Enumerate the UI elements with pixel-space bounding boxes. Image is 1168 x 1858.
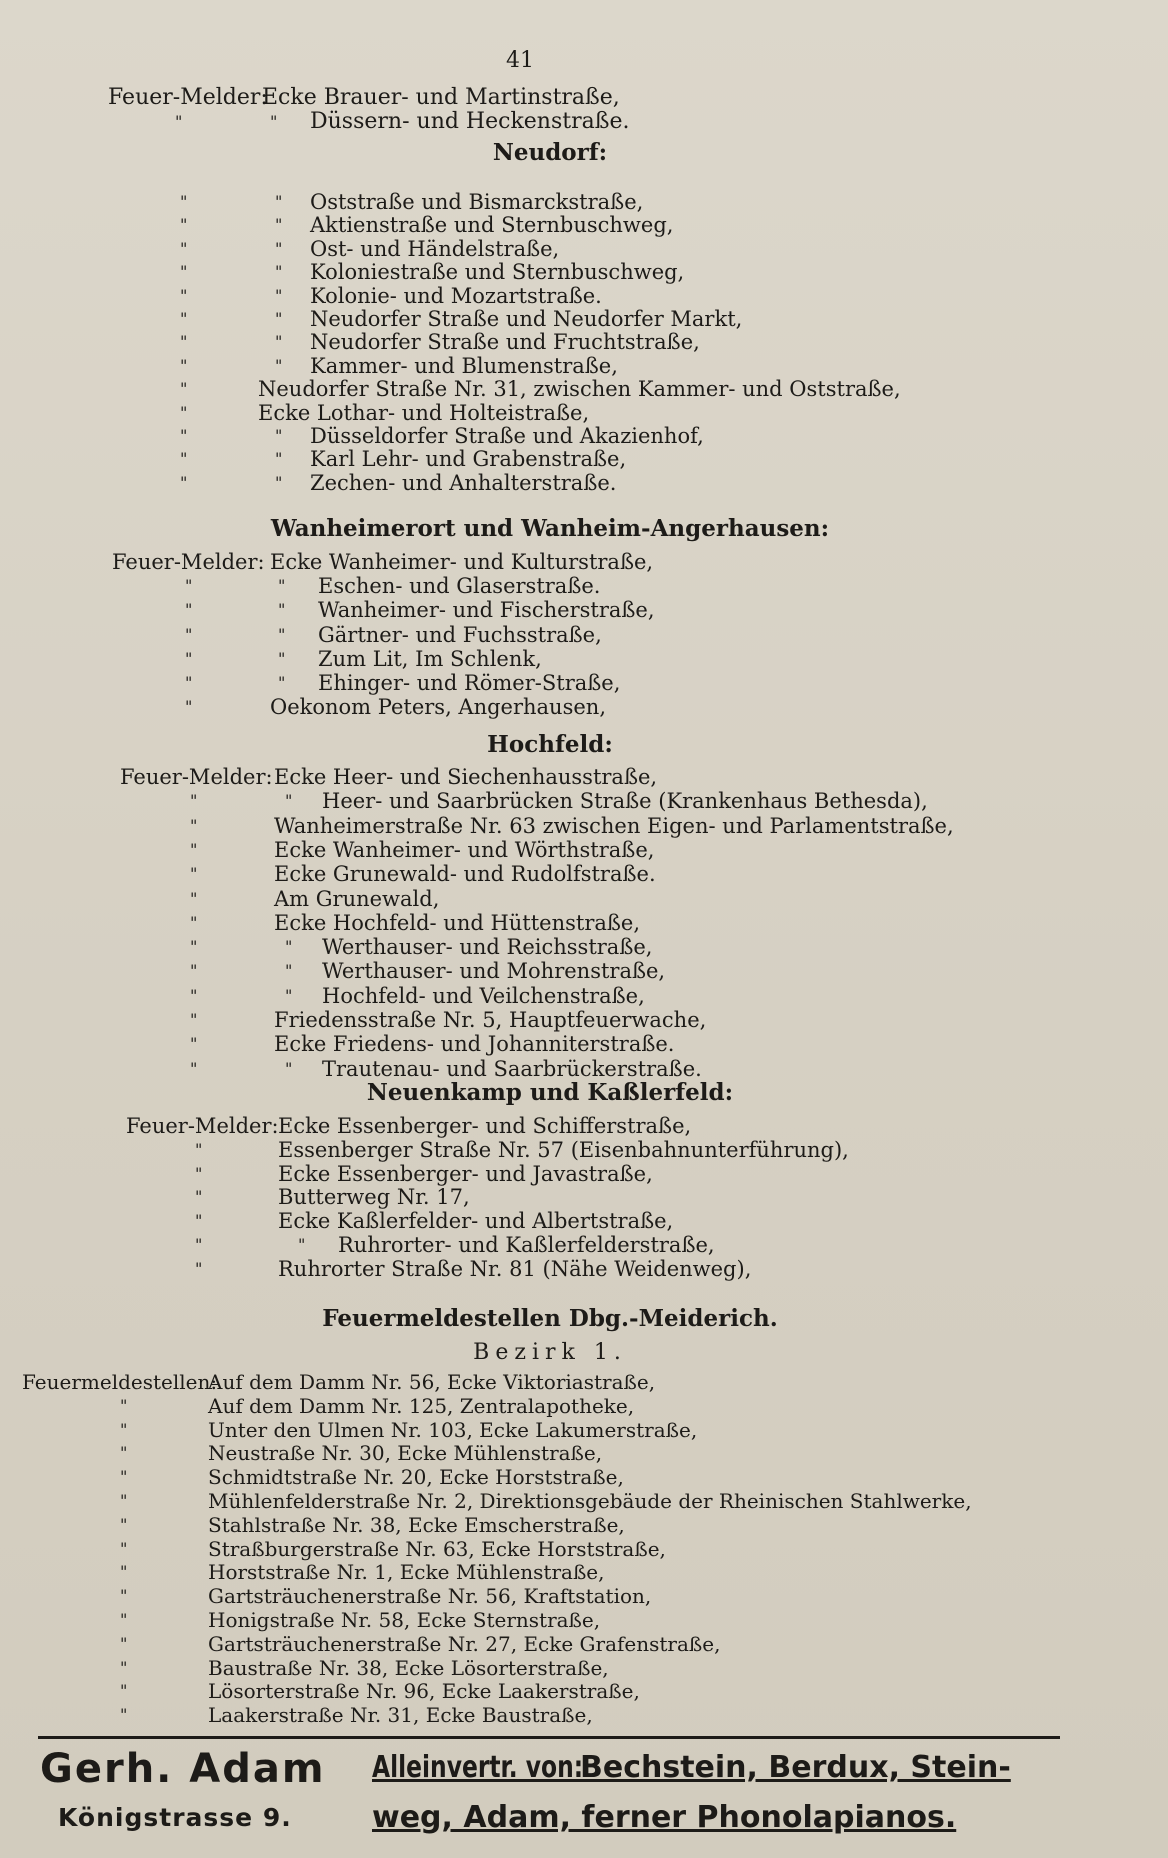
list-item bbox=[0, 984, 1168, 1008]
list-item bbox=[0, 213, 1168, 237]
section-subheading: Bezirk 1. bbox=[473, 1340, 627, 1365]
ditto-mark: " bbox=[120, 1633, 128, 1653]
ditto-mark: " bbox=[180, 192, 188, 211]
ditto-mark: " bbox=[120, 1705, 128, 1725]
entry-text: Lösorterstraße Nr. 96, Ecke Laakerstraße, bbox=[208, 1679, 640, 1704]
entry-text: Ecke Hochfeld- und Hüttenstraße, bbox=[274, 910, 641, 935]
ditto-mark: " bbox=[195, 1235, 203, 1254]
entry-text: Ecke Wanheimer- und Wörthstraße, bbox=[274, 837, 655, 862]
list-item bbox=[0, 935, 1168, 959]
list-item bbox=[0, 284, 1168, 308]
entry-text: Mühlenfelderstraße Nr. 2, Direktionsgebäude der Rheinischen Stahlwerke, bbox=[208, 1489, 972, 1513]
entry-text: Karl Lehr- und Grabenstraße, bbox=[310, 447, 627, 472]
ditto-mark: " bbox=[120, 1562, 128, 1582]
list-item bbox=[0, 1257, 1168, 1281]
entry-text: Wanheimerstraße Nr. 63 zwischen Eigen- und Parlamentstraße, bbox=[274, 813, 954, 838]
ditto-mark: " bbox=[195, 1187, 203, 1207]
ditto-mark: " bbox=[285, 1058, 293, 1078]
list-item bbox=[0, 401, 1168, 425]
list-item bbox=[0, 1057, 1168, 1081]
entry-text: Horststraße Nr. 1, Ecke Mühlenstraße, bbox=[208, 1560, 605, 1585]
list-item bbox=[0, 574, 1168, 598]
list-item bbox=[0, 190, 1168, 214]
ditto-mark: " bbox=[278, 624, 286, 644]
ditto-mark: " bbox=[120, 1395, 128, 1415]
ditto-mark: " bbox=[195, 1258, 203, 1278]
ditto-mark: " bbox=[285, 937, 293, 957]
ad-address: Königstrasse 9. bbox=[58, 1803, 292, 1832]
list-item bbox=[0, 695, 1168, 719]
entry-text: Kammer- und Blumenstraße, bbox=[310, 353, 618, 378]
entry-text: Unter den Ulmen Nr. 103, Ecke Lakumerstraße, bbox=[208, 1417, 698, 1442]
list-item bbox=[0, 1032, 1168, 1056]
ditto-mark: " bbox=[185, 576, 193, 596]
list-item bbox=[0, 598, 1168, 622]
list-item bbox=[0, 862, 1168, 886]
entry-text: Friedensstraße Nr. 5, Hauptfeuerwache, bbox=[274, 1008, 707, 1032]
ditto-mark: " bbox=[120, 1657, 128, 1677]
list-item bbox=[0, 1185, 1168, 1209]
list-item bbox=[0, 330, 1168, 354]
entry-text: Auf dem Damm Nr. 56, Ecke Viktoriastraße, bbox=[208, 1370, 656, 1394]
entry-text: Koloniestraße und Sternbuschweg, bbox=[310, 260, 685, 285]
ditto-mark: " bbox=[175, 112, 183, 131]
ditto-mark: " bbox=[120, 1419, 128, 1439]
entry-text: Straßburgerstraße Nr. 63, Ecke Horststraße, bbox=[208, 1536, 666, 1561]
ad-brands-line1: Bechstein, Berdux, Stein- bbox=[580, 1750, 1011, 1785]
ditto-mark: " bbox=[180, 238, 188, 258]
ditto-mark: " bbox=[275, 449, 283, 469]
list-item bbox=[0, 1703, 1168, 1727]
entry-text: Ehinger- und Römer-Straße, bbox=[318, 671, 621, 695]
ditto-mark: " bbox=[180, 426, 188, 445]
ditto-mark: " bbox=[195, 1211, 203, 1231]
entry-text: Aktienstraße und Sternbuschweg, bbox=[310, 213, 674, 238]
list-item bbox=[0, 237, 1168, 261]
ditto-mark: " bbox=[275, 355, 283, 375]
ditto-mark: " bbox=[278, 576, 286, 596]
ditto-mark: " bbox=[275, 426, 283, 445]
entry-text: Schmidtstraße Nr. 20, Ecke Horststraße, bbox=[208, 1465, 624, 1490]
ditto-mark: " bbox=[180, 332, 188, 352]
list-item bbox=[0, 110, 1168, 134]
list-item bbox=[0, 260, 1168, 284]
ditto-mark: " bbox=[190, 1058, 198, 1078]
entry-text: Auf dem Damm Nr. 125, Zentralapotheke, bbox=[208, 1393, 635, 1418]
entry-text: Ecke Brauer- und Martinstraße, bbox=[262, 85, 620, 110]
ditto-mark: " bbox=[185, 697, 193, 717]
entry-text: Ecke Kaßlerfelder- und Albertstraße, bbox=[278, 1209, 674, 1234]
list-item bbox=[0, 86, 1168, 110]
ditto-mark: " bbox=[190, 815, 198, 835]
ditto-mark: " bbox=[120, 1467, 128, 1487]
list-item bbox=[0, 1138, 1168, 1162]
list-item bbox=[0, 838, 1168, 862]
list-item bbox=[0, 1584, 1168, 1608]
ditto-mark: " bbox=[180, 449, 188, 469]
ditto-mark: " bbox=[190, 961, 198, 981]
ditto-mark: " bbox=[275, 192, 283, 211]
entry-text: Ruhrorter Straße Nr. 81 (Nähe Weidenweg), bbox=[278, 1256, 752, 1281]
entry-text: Düsseldorfer Straße und Akazienhof, bbox=[310, 424, 704, 448]
section-heading: Neudorf: bbox=[492, 139, 608, 166]
entry-text: Wanheimer- und Fischerstraße, bbox=[318, 598, 655, 623]
list-item bbox=[0, 354, 1168, 378]
list-item bbox=[0, 307, 1168, 331]
ditto-mark: " bbox=[120, 1491, 128, 1510]
ditto-mark: " bbox=[275, 472, 283, 492]
entry-text: Gartsträuchenerstraße Nr. 56, Kraftstation, bbox=[208, 1584, 652, 1609]
list-item bbox=[0, 887, 1168, 911]
ditto-mark: " bbox=[185, 600, 193, 620]
entry-text: Heer- und Saarbrücken Straße (Krankenhaus Bethesda), bbox=[322, 789, 928, 814]
list-item bbox=[0, 424, 1168, 448]
list-item bbox=[0, 1608, 1168, 1632]
ditto-mark: " bbox=[285, 985, 293, 1005]
list-item bbox=[0, 1441, 1168, 1465]
list-item bbox=[0, 377, 1168, 401]
list-item bbox=[0, 1370, 1168, 1394]
ditto-mark: " bbox=[285, 791, 293, 811]
list-item bbox=[0, 911, 1168, 935]
ditto-mark: " bbox=[298, 1235, 306, 1254]
list-item bbox=[0, 814, 1168, 838]
list-item bbox=[0, 671, 1168, 695]
list-item bbox=[0, 1008, 1168, 1032]
ditto-mark: " bbox=[275, 285, 283, 305]
entry-text: Neudorfer Straße und Neudorfer Markt, bbox=[310, 307, 743, 331]
ditto-mark: " bbox=[190, 791, 198, 811]
list-item bbox=[0, 1632, 1168, 1656]
ditto-mark: " bbox=[180, 402, 188, 422]
entry-text: Ecke Wanheimer- und Kulturstraße, bbox=[270, 550, 654, 574]
ditto-mark: " bbox=[190, 937, 198, 957]
ad-prefix: Alleinvertr. von: bbox=[372, 1750, 584, 1785]
list-item bbox=[0, 765, 1168, 789]
ditto-mark: " bbox=[275, 332, 283, 352]
entry-text: Neudorfer Straße und Fruchtstraße, bbox=[310, 330, 700, 355]
ditto-mark: " bbox=[275, 238, 283, 258]
ditto-mark: " bbox=[190, 912, 198, 932]
list-item bbox=[0, 1394, 1168, 1418]
ditto-mark: " bbox=[278, 648, 286, 668]
list-item bbox=[0, 550, 1168, 574]
entry-text: Neustraße Nr. 30, Ecke Mühlenstraße, bbox=[208, 1441, 603, 1466]
ad-top-rule bbox=[38, 1736, 1060, 1739]
entry-label: Feuer-Melder: bbox=[120, 765, 273, 789]
entry-text: Ecke Friedens- und Johanniterstraße. bbox=[274, 1032, 675, 1057]
entry-text: Werthauser- und Mohrenstraße, bbox=[322, 959, 666, 984]
entry-text: Oekonom Peters, Angerhausen, bbox=[270, 695, 606, 720]
ditto-mark: " bbox=[190, 888, 198, 908]
entry-text: Baustraße Nr. 38, Ecke Lösorterstraße, bbox=[208, 1655, 609, 1680]
ditto-mark: " bbox=[185, 624, 193, 644]
ditto-mark: " bbox=[275, 262, 283, 282]
ditto-mark: " bbox=[120, 1681, 128, 1701]
entry-label: Feuer-Melder: bbox=[108, 85, 268, 110]
list-item bbox=[0, 1537, 1168, 1561]
entry-text: Ecke Heer- und Siechenhausstraße, bbox=[274, 765, 658, 789]
entry-text: Ecke Grunewald- und Rudolfstraße. bbox=[274, 862, 656, 887]
list-item bbox=[0, 623, 1168, 647]
list-item bbox=[0, 471, 1168, 495]
list-item bbox=[0, 1656, 1168, 1680]
ditto-mark: " bbox=[270, 112, 278, 131]
entry-text: Stahlstraße Nr. 38, Ecke Emscherstraße, bbox=[208, 1512, 625, 1537]
list-item bbox=[0, 447, 1168, 471]
entry-text: Kolonie- und Mozartstraße. bbox=[310, 283, 602, 308]
ditto-mark: " bbox=[120, 1586, 128, 1606]
ditto-mark: " bbox=[195, 1163, 203, 1183]
list-item bbox=[0, 1114, 1168, 1138]
ditto-mark: " bbox=[120, 1610, 128, 1629]
page-number: 41 bbox=[506, 48, 534, 73]
ditto-mark: " bbox=[275, 309, 283, 328]
entry-text: Ecke Essenberger- und Javastraße, bbox=[278, 1161, 653, 1186]
section-heading: Wanheimerort und Wanheim-Angerhausen: bbox=[270, 515, 830, 542]
entry-text: Zum Lit, Im Schlenk, bbox=[318, 646, 542, 671]
ad-company-name: Gerh. Adam bbox=[40, 1746, 326, 1792]
entry-text: Düssern- und Heckenstraße. bbox=[310, 109, 630, 134]
ditto-mark: " bbox=[190, 1034, 198, 1054]
ditto-mark: " bbox=[180, 285, 188, 305]
entry-text: Trautenau- und Saarbrückerstraße. bbox=[322, 1056, 702, 1081]
entry-text: Zechen- und Anhalterstraße. bbox=[310, 470, 617, 495]
entry-text: Ecke Essenberger- und Schifferstraße, bbox=[278, 1114, 692, 1138]
entry-text: Laakerstraße Nr. 31, Ecke Baustraße, bbox=[208, 1703, 593, 1728]
list-item bbox=[0, 1162, 1168, 1186]
list-item bbox=[0, 1513, 1168, 1537]
entry-label: Feuer-Melder: bbox=[112, 550, 265, 574]
list-item bbox=[0, 1209, 1168, 1233]
list-item bbox=[0, 959, 1168, 983]
ditto-mark: " bbox=[120, 1538, 128, 1558]
ditto-mark: " bbox=[180, 379, 188, 399]
list-item bbox=[0, 1465, 1168, 1489]
ad-brands-line2: weg, Adam, ferner Phonolapianos. bbox=[372, 1800, 957, 1835]
ditto-mark: " bbox=[180, 215, 188, 235]
entry-text: Eschen- und Glaserstraße. bbox=[318, 574, 601, 599]
ditto-mark: " bbox=[190, 1010, 198, 1029]
section-heading: Feuermeldestellen Dbg.-Meiderich. bbox=[322, 1305, 778, 1332]
entry-text: Gärtner- und Fuchsstraße, bbox=[318, 622, 602, 647]
entry-text: Ost- und Händelstraße, bbox=[310, 236, 560, 261]
ditto-mark: " bbox=[285, 961, 293, 981]
entry-text: Ruhrorter- und Kaßlerfelderstraße, bbox=[338, 1233, 715, 1257]
entry-text: Butterweg Nr. 17, bbox=[278, 1185, 470, 1210]
ditto-mark: " bbox=[278, 673, 286, 692]
entry-text: Honigstraße Nr. 58, Ecke Sternstraße, bbox=[208, 1608, 601, 1632]
ditto-mark: " bbox=[180, 472, 188, 492]
list-item bbox=[0, 1489, 1168, 1513]
entry-text: Werthauser- und Reichsstraße, bbox=[322, 935, 653, 960]
ditto-mark: " bbox=[180, 355, 188, 375]
entry-text: Essenberger Straße Nr. 57 (Eisenbahnunterführung), bbox=[278, 1137, 849, 1162]
entry-text: Gartsträuchenerstraße Nr. 27, Ecke Grafenstraße, bbox=[208, 1631, 721, 1656]
ditto-mark: " bbox=[278, 600, 286, 620]
entry-text: Ecke Lothar- und Holteistraße, bbox=[258, 400, 590, 425]
entry-text: Oststraße und Bismarckstraße, bbox=[310, 190, 644, 214]
entry-text: Hochfeld- und Veilchenstraße, bbox=[322, 983, 645, 1008]
ditto-mark: " bbox=[185, 648, 193, 668]
section-heading: Neuenkamp und Kaßlerfeld: bbox=[366, 1079, 734, 1106]
section-heading: Hochfeld: bbox=[487, 731, 613, 758]
ditto-mark: " bbox=[120, 1514, 128, 1534]
ditto-mark: " bbox=[190, 839, 198, 859]
ditto-mark: " bbox=[180, 309, 188, 328]
entry-label: Feuermeldestellen: bbox=[22, 1370, 218, 1394]
list-item bbox=[0, 1233, 1168, 1257]
ditto-mark: " bbox=[185, 673, 193, 692]
ditto-mark: " bbox=[195, 1139, 203, 1159]
ditto-mark: " bbox=[190, 864, 198, 884]
list-item bbox=[0, 1560, 1168, 1584]
ditto-mark: " bbox=[120, 1443, 128, 1463]
list-item bbox=[0, 789, 1168, 813]
ditto-mark: " bbox=[190, 985, 198, 1005]
entry-text: Neudorfer Straße Nr. 31, zwischen Kammer- und Oststraße, bbox=[258, 377, 901, 402]
list-item bbox=[0, 647, 1168, 671]
ditto-mark: " bbox=[180, 262, 188, 282]
list-item bbox=[0, 1418, 1168, 1442]
entry-text: Am Grunewald, bbox=[274, 886, 440, 911]
entry-label: Feuer-Melder: bbox=[126, 1114, 279, 1138]
ditto-mark: " bbox=[275, 215, 283, 235]
list-item bbox=[0, 1679, 1168, 1703]
